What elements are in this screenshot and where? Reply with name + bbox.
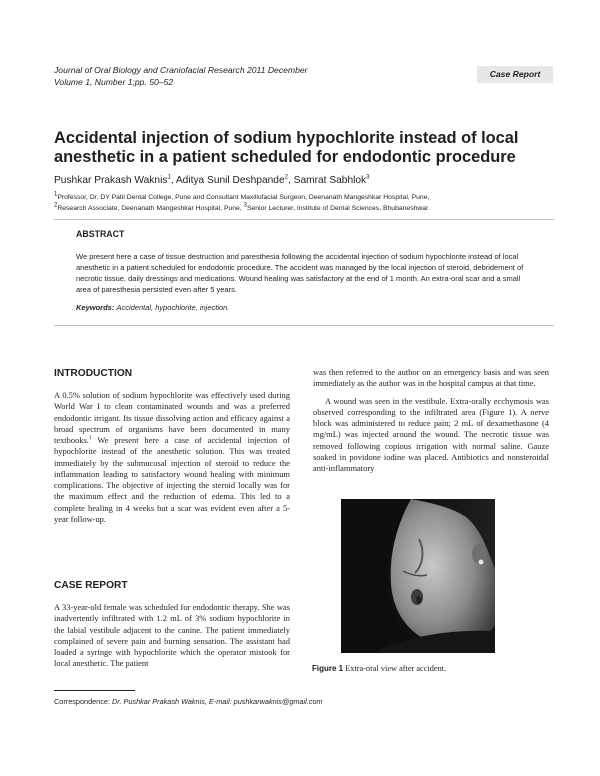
case-report-p1-continued: was then referred to the author on an emergency basis and was seen immediately as the author was in the hospital campus at that time. [313,367,549,389]
affiliation-line-2 [54,204,554,215]
article-type-badge: Case Report [477,66,553,83]
case-report-paragraph-1 [54,602,290,670]
affiliation-sup: 3 [243,202,247,209]
correspondence [54,697,554,707]
affiliation-line-1 [54,193,554,204]
article-title: Accidental injection of sodium hypochlorite instead of local anesthetic in a patient scheduled for endodontic procedure [54,129,519,166]
citation-sup: 1 [88,435,92,442]
author-name: Samrat Sabhlok [293,175,367,186]
case-report-p1: A 33-year-old female was scheduled for endodontic therapy. She was inadvertently infiltrated with 1.2 mL of 3% sodium hypochlorite in the labial vestibule adjacent to the canine. The patient immediately complained of severe pain and burning sensation. The assistant had loaded a syringe with hypochlorite which the operator mistook for local anesthetic. The patient [54,602,290,669]
journal-line-1: Journal of Oral Biology and Craniofacial Research 2011 December [54,65,308,75]
affiliation-sup: 1 [54,191,58,198]
case-report-heading: CASE REPORT [54,580,128,591]
introduction-heading: INTRODUCTION [54,368,133,379]
author-sup: 2 [284,174,288,181]
journal-citation [54,64,394,88]
affiliation-1: Professor, Dr. DY Patil Dental College, Pune and Consultant Maxillofacial Surgeon, Deenanath Mangeshkar Hospital, Pune, [57,194,430,201]
case-report-column-2 [313,367,549,474]
case-report-p2: A wound was seen in the vestibule. Extra-orally ecchymosis was observed corresponding to the infiltrated area (Figure 1). A nerve block was administered to reduce pain; 2 mL of dexamethasone (4 mg/mL) was injected around the wound. The necrotic tissue was removed following copious irrigation with normal saline. Gauze soaked in povidone iodine was placed. Antibiotics and nonsteroidal anti-inflammatory [313,395,549,473]
keywords [76,302,532,313]
figure-1-photo [341,499,495,653]
figure-caption [312,664,446,673]
affiliations [54,193,554,214]
author-name: Aditya Sunil Deshpande [175,175,285,186]
figure-caption-text: Extra-oral view after accident. [345,664,447,673]
affiliation-2: Research Associate, Deenanath Mangeshkar Hospital, Pune, [57,204,242,212]
abstract-heading: ABSTRACT [76,229,125,239]
correspondence-text: Dr. Pushkar Prakash Waknis, E-mail: pushkarwaknis@gmail.com [112,697,323,706]
author-name: Pushkar Prakash Waknis [54,175,168,186]
abstract-text: We present here a case of tissue destruction and paresthesia following the accidental injection of sodium hypochlorite instead of local anesthetic in a patient scheduled for endodontic procedure. The accident was managed by the local injection of steroid, debridement of necrotic tissue, daily dressings and medications. Wound healing was satisfactory at the end of 1 month. An extra-oral scar and a small area of paresthesia persisted even after 5 years. [76,252,524,295]
figure-label: Figure 1 [312,664,344,673]
keywords-text: Accidental, hypochlorite, injection. [116,303,230,312]
footnote-rule [54,690,135,691]
affiliation-3: Senior Lecturer, Institute of Dental Sciences, Bhubaneshwar. [246,204,430,212]
introduction-text-1: A 0.5% solution of sodium hypochlorite was effectively used during World War I to clean contaminated wounds and was a preferred endodontic irrigant. Its tissue dissolving action and efficacy against a broad spectrum of organisms have been documented in many textbooks. [54,390,290,445]
clinical-photo-illustration [341,499,495,653]
affiliation-sup: 2 [54,202,58,209]
journal-line-2: Volume 1, Number 1;pp. 50–52 [54,77,174,87]
correspondence-label: Correspondence: [54,697,110,706]
author-sup: 3 [366,174,370,181]
introduction-text-2: We present here a case of accidental injection of hypochlorite instead of the anesthetic solution. This was treated immediately by the submucosal injection of steroid to reduce the inflammation leading to satisfactory wound healing with minimum complications. The objective of injecting the steroid locally was for the maximum effect and the reduction of edema. This led to a complete healing in 4 weeks but a scar was evident even after a 5-year follow-up. [54,435,290,524]
keywords-label: Keywords: [76,303,115,312]
introduction-text [54,390,290,525]
author-sup: 1 [167,174,171,181]
author-list: Pushkar Prakash Waknis$^1$, Aditya Sunil Deshpande$^2$, Samrat Sabhlok$^3$ [54,174,370,186]
